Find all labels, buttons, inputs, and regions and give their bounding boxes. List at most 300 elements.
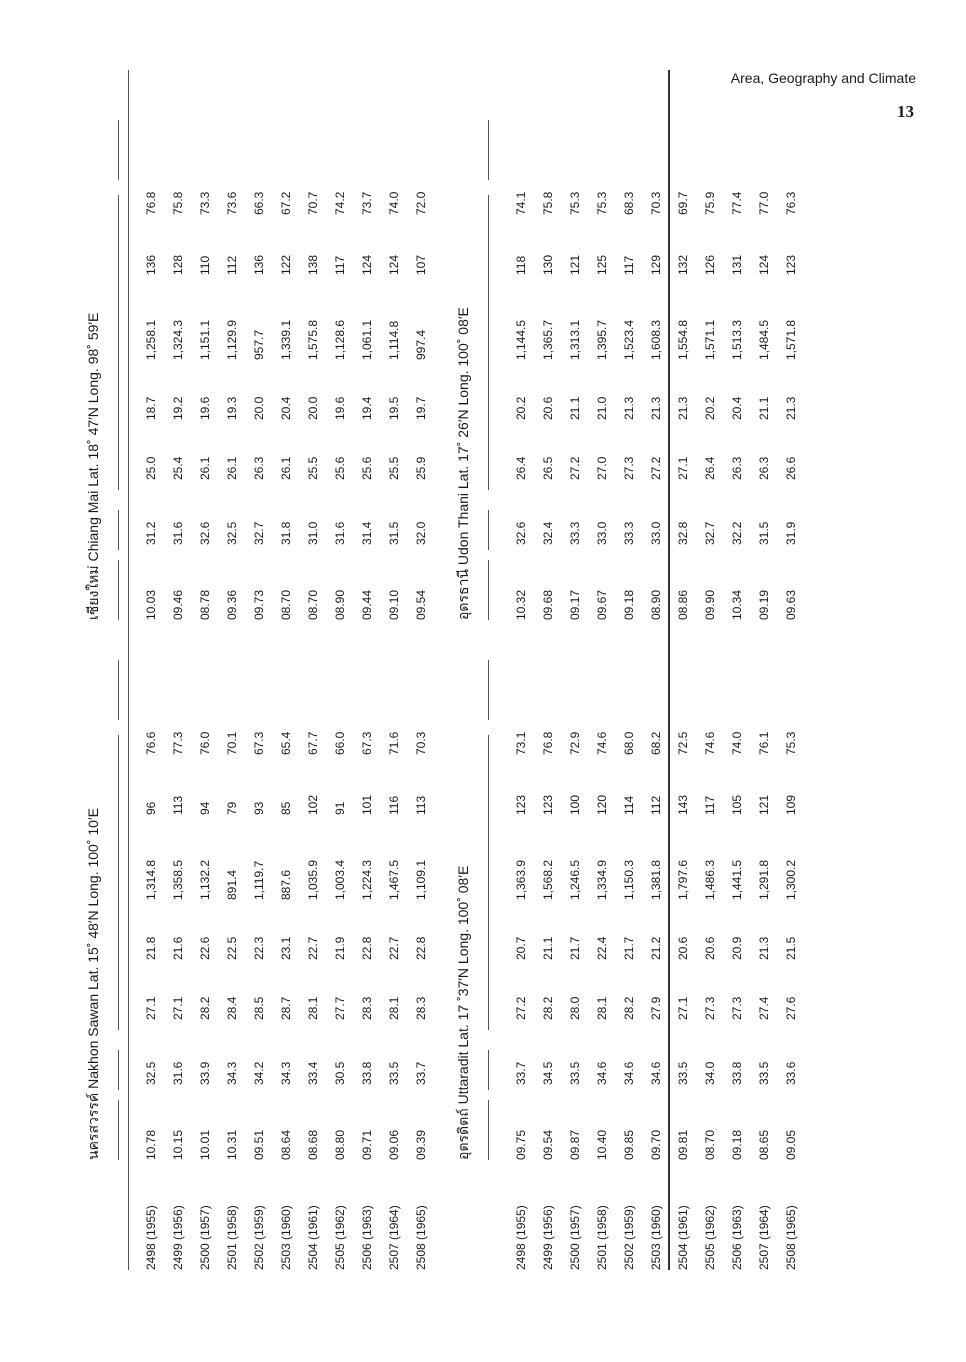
station-title: เชียงใหม่ Chiang Mai Lat. 18˚ 47′N Long. 98˚ 59′E — [85, 312, 101, 620]
table-cell: 997.4 — [414, 329, 428, 360]
station-title: อุตรดิตถ์ Uttaradit Lat. 17 ˚37′N Long. 100˚ 08′E — [455, 865, 471, 1160]
column-group-rule — [118, 1050, 119, 1090]
table-cell: 143 — [676, 794, 690, 815]
table-cell: 22.5 — [225, 936, 239, 960]
table-cell: 20.6 — [703, 936, 717, 960]
table-cell: 32.6 — [514, 521, 528, 545]
table-cell: 101 — [360, 794, 374, 815]
year-label: 2502 (1959) — [622, 1205, 636, 1270]
table-cell: 09.75 — [514, 1129, 528, 1160]
table-cell: 123 — [514, 794, 528, 815]
table-cell: 1,119.7 — [252, 860, 266, 900]
table-cell: 130 — [541, 254, 555, 275]
table-cell: 09.18 — [622, 589, 636, 620]
table-cell: 138 — [306, 254, 320, 275]
data-column — [138, 145, 435, 215]
table-cell: 107 — [414, 254, 428, 275]
table-cell: 1,291.8 — [757, 859, 771, 900]
table-cell: 20.6 — [676, 936, 690, 960]
table-cell: 20.7 — [514, 936, 528, 960]
table-cell: 20.4 — [279, 396, 293, 420]
data-column — [138, 1015, 435, 1085]
table-cell: 09.36 — [225, 589, 239, 620]
table-cell: 22.7 — [387, 936, 401, 960]
table-cell: 09.73 — [252, 589, 266, 620]
table-cell: 08.65 — [757, 1129, 771, 1160]
table-cell: 19.7 — [414, 396, 428, 420]
table-cell: 113 — [171, 795, 185, 815]
table-cell: 1,571.8 — [784, 319, 798, 360]
column-group-rule — [488, 735, 489, 905]
column-group-rule — [118, 735, 119, 905]
table-cell: 73.6 — [225, 191, 239, 215]
table-cell: 74.2 — [333, 191, 347, 215]
data-column — [508, 1015, 805, 1085]
table-cell: 33.7 — [514, 1061, 528, 1085]
table-cell: 26.5 — [541, 456, 555, 480]
table-cell: 1,486.3 — [703, 859, 717, 900]
table-cell: 1,395.7 — [595, 319, 609, 360]
column-group-rule — [488, 1100, 489, 1160]
table-cell: 1,484.5 — [757, 319, 771, 360]
table-cell: 105 — [730, 794, 744, 815]
data-column — [138, 475, 435, 545]
data-column — [138, 410, 435, 480]
table-cell: 21.0 — [595, 396, 609, 420]
table-cell: 76.0 — [198, 731, 212, 755]
table-cell: 20.4 — [730, 396, 744, 420]
table-cell: 25.9 — [414, 456, 428, 480]
table-cell: 121 — [757, 794, 771, 815]
column-group-rule — [488, 560, 489, 620]
table-cell: 113 — [414, 795, 428, 815]
table-cell: 76.1 — [757, 731, 771, 755]
table-cell: 33.4 — [306, 1061, 320, 1085]
column-group-rule — [488, 510, 489, 550]
table-cell: 71.6 — [387, 731, 401, 755]
table-cell: 1,114.8 — [387, 320, 401, 360]
table-cell: 102 — [306, 794, 320, 815]
table-cell: 19.6 — [333, 396, 347, 420]
table-cell: 75.3 — [784, 731, 798, 755]
table-cell: 31.5 — [757, 521, 771, 545]
table-cell: 1,554.8 — [676, 319, 690, 360]
table-cell: 28.1 — [306, 996, 320, 1020]
year-label: 2503 (1960) — [279, 1205, 293, 1270]
data-column — [508, 950, 805, 1020]
table-cell: 09.39 — [414, 1129, 428, 1160]
table-cell: 1,363.9 — [514, 859, 528, 900]
table-cell: 25.5 — [387, 456, 401, 480]
table-cell: 33.8 — [730, 1061, 744, 1085]
table-cell: 31.6 — [171, 521, 185, 545]
column-group-rule — [118, 120, 119, 180]
year-label: 2499 (1956) — [171, 1205, 185, 1270]
table-cell: 1,258.1 — [144, 319, 158, 360]
table-cell: 22.4 — [595, 936, 609, 960]
column-group-rule — [488, 120, 489, 180]
table-cell: 132 — [676, 254, 690, 275]
table-cell: 75.3 — [568, 191, 582, 215]
table-cell: 75.9 — [703, 191, 717, 215]
table-cell: 08.70 — [306, 589, 320, 620]
table-cell: 1,467.5 — [387, 859, 401, 900]
table-cell: 32.0 — [414, 521, 428, 545]
table-cell: 1,128.6 — [333, 319, 347, 360]
table-cell: 1,523.4 — [622, 319, 636, 360]
table-cell: 66.3 — [252, 191, 266, 215]
table-cell: 31.8 — [279, 521, 293, 545]
table-cell: 74.6 — [703, 731, 717, 755]
header-rule — [128, 70, 129, 1270]
year-label: 2501 (1958) — [225, 1205, 239, 1270]
table-cell: 28.1 — [387, 996, 401, 1020]
table-cell: 19.4 — [360, 396, 374, 420]
rotated-table — [80, 70, 798, 1270]
year-label: 2504 (1961) — [676, 1205, 690, 1270]
table-cell: 100 — [568, 794, 582, 815]
table-cell: 112 — [225, 255, 239, 275]
table-cell: 10.34 — [730, 589, 744, 620]
table-cell: 34.6 — [649, 1061, 663, 1085]
table-cell: 118 — [514, 255, 528, 275]
table-cell: 08.64 — [279, 1129, 293, 1160]
year-label: 2499 (1956) — [541, 1205, 555, 1270]
table-cell: 23.1 — [279, 936, 293, 960]
table-cell: 121 — [568, 254, 582, 275]
data-column — [508, 475, 805, 545]
table-cell: 27.3 — [622, 456, 636, 480]
table-cell: 1,608.3 — [649, 319, 663, 360]
column-group-rule — [118, 195, 119, 365]
table-cell: 110 — [198, 255, 212, 275]
column-group-rule — [118, 510, 119, 550]
table-cell: 27.4 — [757, 996, 771, 1020]
table-cell: 08.70 — [703, 1129, 717, 1160]
table-cell: 114 — [622, 795, 636, 815]
table-cell: 32.7 — [703, 521, 717, 545]
table-cell: 1,035.9 — [306, 859, 320, 900]
table-cell: 1,150.3 — [622, 859, 636, 900]
table-cell: 74.1 — [514, 191, 528, 215]
year-label: 2506 (1963) — [730, 1205, 744, 1270]
table-cell: 34.6 — [622, 1061, 636, 1085]
station-title: อุดรธานี Udon Thani Lat. 17˚ 26′N Long. 100˚ 08′E — [455, 307, 471, 620]
table-cell: 34.3 — [225, 1061, 239, 1085]
table-cell: 28.5 — [252, 996, 266, 1020]
table-cell: 22.6 — [198, 936, 212, 960]
table-cell: 21.1 — [757, 396, 771, 420]
table-cell: 27.1 — [676, 456, 690, 480]
table-cell: 21.3 — [676, 396, 690, 420]
year-label: 2501 (1958) — [595, 1205, 609, 1270]
table-cell: 09.81 — [676, 1129, 690, 1160]
year-label: 2505 (1962) — [333, 1205, 347, 1270]
table-cell: 957.7 — [252, 329, 266, 360]
table-cell: 117 — [333, 255, 347, 275]
table-cell: 70.1 — [225, 731, 239, 755]
table-cell: 21.2 — [649, 936, 663, 960]
table-cell: 33.0 — [595, 521, 609, 545]
table-cell: 32.7 — [252, 521, 266, 545]
table-cell: 28.4 — [225, 996, 239, 1020]
table-cell: 28.3 — [414, 996, 428, 1020]
table-cell: 31.5 — [387, 521, 401, 545]
column-group-rule — [118, 1100, 119, 1160]
table-cell: 1,224.3 — [360, 859, 374, 900]
table-cell: 123 — [541, 794, 555, 815]
table-cell: 1,575.8 — [306, 319, 320, 360]
table-cell: 33.0 — [649, 521, 663, 545]
table-cell: 1,109.1 — [414, 859, 428, 900]
year-label: 2500 (1957) — [568, 1205, 582, 1270]
table-cell: 32.5 — [225, 521, 239, 545]
table-cell: 65.4 — [279, 731, 293, 755]
year-label: 2507 (1964) — [387, 1205, 401, 1270]
table-cell: 77.3 — [171, 731, 185, 755]
table-cell: 34.3 — [279, 1061, 293, 1085]
year-label: 2505 (1962) — [703, 1205, 717, 1270]
table-cell: 129 — [649, 254, 663, 275]
table-cell: 1,324.3 — [171, 319, 185, 360]
table-cell: 19.2 — [171, 396, 185, 420]
table-cell: 91 — [333, 801, 347, 815]
table-cell: 76.6 — [144, 731, 158, 755]
table-cell: 117 — [622, 255, 636, 275]
table-cell: 1,568.2 — [541, 859, 555, 900]
table-cell: 25.6 — [360, 456, 374, 480]
table-cell: 128 — [171, 254, 185, 275]
table-cell: 18.7 — [144, 396, 158, 420]
table-cell: 124 — [360, 254, 374, 275]
data-column — [138, 890, 435, 960]
table-cell: 27.0 — [595, 456, 609, 480]
column-group-rule — [118, 560, 119, 620]
data-column — [508, 550, 805, 620]
table-cell: 1,003.4 — [333, 859, 347, 900]
table-cell: 10.15 — [171, 1129, 185, 1160]
table-cell: 68.3 — [622, 191, 636, 215]
table-cell: 09.90 — [703, 589, 717, 620]
table-cell: 20.6 — [541, 396, 555, 420]
data-column — [508, 745, 805, 815]
table-cell: 27.6 — [784, 996, 798, 1020]
table-cell: 31.2 — [144, 521, 158, 545]
table-cell: 28.2 — [541, 996, 555, 1020]
table-cell: 09.51 — [252, 1129, 266, 1160]
table-cell: 77.0 — [757, 191, 771, 215]
table-cell: 125 — [595, 254, 609, 275]
table-cell: 22.8 — [414, 936, 428, 960]
table-cell: 09.70 — [649, 1129, 663, 1160]
table-cell: 33.7 — [414, 1061, 428, 1085]
table-cell: 72.0 — [414, 191, 428, 215]
table-cell: 67.3 — [252, 731, 266, 755]
table-cell: 27.1 — [676, 996, 690, 1020]
table-cell: 1,061.1 — [360, 319, 374, 360]
table-cell: 09.18 — [730, 1129, 744, 1160]
table-cell: 28.2 — [622, 996, 636, 1020]
table-cell: 20.9 — [730, 936, 744, 960]
table-cell: 27.3 — [730, 996, 744, 1020]
table-cell: 08.70 — [279, 589, 293, 620]
table-cell: 94 — [198, 801, 212, 815]
table-cell: 09.46 — [171, 589, 185, 620]
data-column — [138, 685, 435, 755]
year-label: 2508 (1965) — [784, 1205, 798, 1270]
data-column — [508, 1090, 805, 1160]
station-title: นครสวรรค์ Nakhon Sawan Lat. 15˚ 48′N Long. 100˚ 10′E — [85, 808, 101, 1160]
data-column — [508, 410, 805, 480]
data-column — [138, 950, 435, 1020]
table-cell: 26.1 — [225, 456, 239, 480]
year-label: 2502 (1959) — [252, 1205, 266, 1270]
table-cell: 1,339.1 — [279, 319, 293, 360]
table-cell: 96 — [144, 801, 158, 815]
table-cell: 30.5 — [333, 1061, 347, 1085]
table-cell: 123 — [784, 254, 798, 275]
table-cell: 72.5 — [676, 731, 690, 755]
table-cell: 1,571.1 — [703, 319, 717, 360]
year-label: 2503 (1960) — [649, 1205, 663, 1270]
table-cell: 70.3 — [649, 191, 663, 215]
table-cell: 75.8 — [541, 191, 555, 215]
table-cell: 70.3 — [414, 731, 428, 755]
table-cell: 25.5 — [306, 456, 320, 480]
table-cell: 76.8 — [541, 731, 555, 755]
column-group-rule — [488, 660, 489, 720]
table-cell: 26.3 — [730, 456, 744, 480]
year-label: 2498 (1955) — [514, 1205, 528, 1270]
table-cell: 10.31 — [225, 1129, 239, 1160]
table-cell: 1,151.1 — [198, 319, 212, 360]
table-cell: 136 — [144, 254, 158, 275]
column-group-rule — [488, 1050, 489, 1090]
table-cell: 09.54 — [541, 1129, 555, 1160]
table-cell: 21.3 — [649, 396, 663, 420]
table-cell: 31.9 — [784, 521, 798, 545]
table-cell: 136 — [252, 254, 266, 275]
table-cell: 25.0 — [144, 456, 158, 480]
table-cell: 10.03 — [144, 589, 158, 620]
table-cell: 74.0 — [387, 191, 401, 215]
table-cell: 09.10 — [387, 589, 401, 620]
table-cell: 74.6 — [595, 731, 609, 755]
table-cell: 1,513.3 — [730, 319, 744, 360]
table-cell: 10.01 — [198, 1129, 212, 1160]
table-cell: 08.90 — [649, 589, 663, 620]
table-cell: 1,381.8 — [649, 859, 663, 900]
table-cell: 67.3 — [360, 731, 374, 755]
table-cell: 10.78 — [144, 1129, 158, 1160]
table-cell: 1,313.1 — [568, 319, 582, 360]
table-cell: 124 — [757, 254, 771, 275]
table-cell: 74.0 — [730, 731, 744, 755]
table-cell: 1,246.5 — [568, 859, 582, 900]
table-cell: 126 — [703, 254, 717, 275]
table-cell: 21.3 — [757, 936, 771, 960]
table-cell: 1,144.5 — [514, 319, 528, 360]
table-cell: 85 — [279, 801, 293, 815]
year-label: 2507 (1964) — [757, 1205, 771, 1270]
table-cell: 28.2 — [198, 996, 212, 1020]
table-cell: 122 — [279, 254, 293, 275]
table-cell: 09.17 — [568, 589, 582, 620]
table-cell: 891.4 — [225, 869, 239, 900]
table-cell: 73.7 — [360, 191, 374, 215]
table-cell: 68.0 — [622, 731, 636, 755]
table-cell: 31.6 — [333, 521, 347, 545]
table-cell: 19.3 — [225, 396, 239, 420]
table-cell: 22.7 — [306, 936, 320, 960]
table-cell: 09.85 — [622, 1129, 636, 1160]
table-cell: 1,334.9 — [595, 859, 609, 900]
table-cell: 26.3 — [757, 456, 771, 480]
data-column — [508, 205, 805, 275]
table-cell: 33.5 — [568, 1061, 582, 1085]
table-cell: 1,300.2 — [784, 859, 798, 900]
table-cell: 28.0 — [568, 996, 582, 1020]
table-cell: 120 — [595, 794, 609, 815]
year-label: 2500 (1957) — [198, 1205, 212, 1270]
table-cell: 26.4 — [703, 456, 717, 480]
table-cell: 10.40 — [595, 1129, 609, 1160]
table-cell: 21.8 — [144, 936, 158, 960]
year-label: 2508 (1965) — [414, 1205, 428, 1270]
table-cell: 31.0 — [306, 521, 320, 545]
data-column — [508, 290, 805, 360]
data-column — [508, 830, 805, 900]
table-cell: 112 — [649, 795, 663, 815]
table-cell: 33.5 — [757, 1061, 771, 1085]
table-cell: 20.0 — [252, 396, 266, 420]
table-cell: 1,129.9 — [225, 319, 239, 360]
table-cell: 1,132.2 — [198, 859, 212, 900]
table-cell: 27.7 — [333, 996, 347, 1020]
table-cell: 67.2 — [279, 191, 293, 215]
table-cell: 08.80 — [333, 1129, 347, 1160]
table-cell: 131 — [730, 254, 744, 275]
column-group-rule — [488, 195, 489, 365]
table-cell: 34.0 — [703, 1061, 717, 1085]
column-group-rule — [118, 660, 119, 720]
table-cell: 76.8 — [144, 191, 158, 215]
table-cell: 33.5 — [676, 1061, 690, 1085]
table-cell: 93 — [252, 801, 266, 815]
table-cell: 21.6 — [171, 936, 185, 960]
table-cell: 66.0 — [333, 731, 347, 755]
table-cell: 25.4 — [171, 456, 185, 480]
table-cell: 27.1 — [144, 996, 158, 1020]
table-cell: 21.5 — [784, 936, 798, 960]
table-cell: 75.3 — [595, 191, 609, 215]
table-cell: 116 — [387, 795, 401, 815]
table-cell: 09.44 — [360, 589, 374, 620]
data-column — [138, 290, 435, 360]
data-column — [508, 145, 805, 215]
table-cell: 33.9 — [198, 1061, 212, 1085]
table-cell: 08.86 — [676, 589, 690, 620]
table-cell: 124 — [387, 254, 401, 275]
table-cell: 27.2 — [568, 456, 582, 480]
table-cell: 67.7 — [306, 731, 320, 755]
table-cell: 33.5 — [387, 1061, 401, 1085]
table-cell: 21.7 — [568, 936, 582, 960]
table-cell: 109 — [784, 794, 798, 815]
table-cell: 33.3 — [622, 521, 636, 545]
table-cell: 25.6 — [333, 456, 347, 480]
table-cell: 70.7 — [306, 191, 320, 215]
